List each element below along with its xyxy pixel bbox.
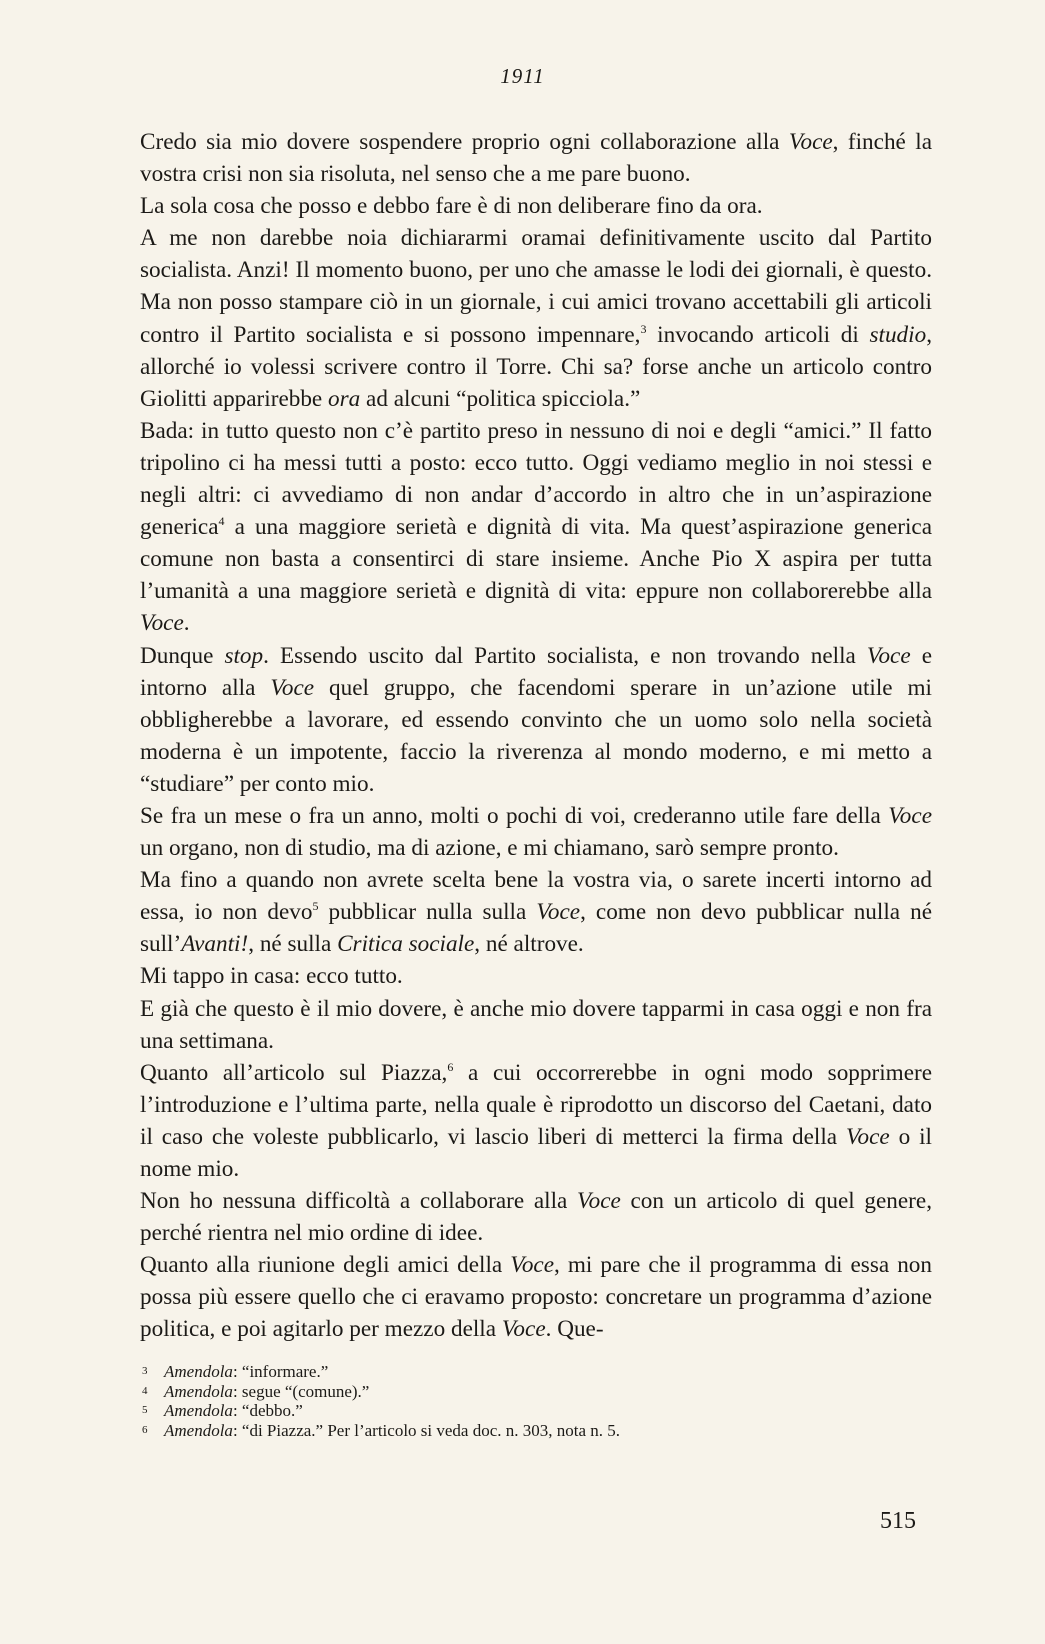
text-run: , allorché io volessi scrivere contro il Torre. Chi sa? forse anche un articolo contro Giolitti apparirebbe: [140, 321, 932, 412]
paragraph: [140, 415, 932, 640]
footnote-number: 5: [142, 1404, 148, 1416]
text-run: Bada: in tutto questo non c’è partito preso in nessuno di noi e degli “amici.” Il fatto tripolino ci ha messi tutti a posto: ecco tutto. Oggi vediamo meglio in noi stessi e negli altri: ci avvediamo di non andar d’accordo in altro che in un’aspirazione generica: [140, 417, 932, 541]
paragraph: [140, 1185, 932, 1249]
text-run: , finché la vostra crisi non sia risoluta, nel senso che a me pare buono.: [140, 129, 932, 188]
footnote-ref: 5: [312, 899, 319, 914]
italic-text: Voce: [501, 1316, 546, 1343]
text-run: Dunque: [140, 642, 225, 669]
paragraph: [140, 190, 932, 222]
italic-text: Voce: [270, 674, 315, 701]
text-run: E già che questo è il mio dovere, è anche mio dovere tapparmi in casa oggi e non fra una settimana.: [140, 995, 932, 1054]
text-run: quel gruppo, che facendomi sperare in un’azione utile mi obbligherebbe a lavorare, ed essendo convinto che un uomo solo nella società moderna è un impotente, faccio la riverenza al mondo moderno, e mi metto a “studiare” per conto mio.: [140, 674, 932, 797]
footnote-text: : “debbo.”: [232, 1401, 303, 1420]
text-run: a cui occorrerebbe in ogni modo sopprimere l’introduzione e l’ultima parte, nella quale è riprodotto un discorso del Caetani, dato il caso che voleste pubblicarlo, vi lascio liberi di metterci la firma della: [140, 1059, 932, 1150]
text-run: , né sulla: [248, 931, 338, 958]
italic-text: studio: [869, 321, 927, 348]
text-run: Quanto all’articolo sul Piazza,: [140, 1059, 448, 1086]
italic-text: Voce: [866, 642, 911, 669]
text-run: Se fra un mese o fra un anno, molti o pochi di voi, crederanno utile fare della: [140, 802, 889, 829]
footnote: [140, 1401, 940, 1421]
footnote: [140, 1362, 940, 1382]
running-head: 1911: [500, 64, 545, 88]
italic-text: Critica sociale: [337, 931, 475, 958]
footnote-text: : “informare.”: [232, 1362, 329, 1381]
text-run: . Que-: [545, 1316, 604, 1343]
text-run: . Essendo uscito dal Partito socialista, e non trovando nella: [263, 642, 867, 669]
text-run: o il nome mio.: [140, 1123, 932, 1182]
footnote-source: Amendola: [164, 1420, 233, 1440]
footnote-source: Amendola: [164, 1401, 233, 1420]
italic-text: Voce: [845, 1123, 890, 1150]
paragraph: [140, 222, 932, 415]
text-run: Ma fino a quando non avrete scelta bene la vostra via, o sarete incerti intorno ad essa, io non devo: [140, 867, 932, 926]
text-run: .: [183, 610, 190, 637]
italic-text: Voce: [510, 1252, 555, 1279]
footnote-text: : segue “(comune).”: [232, 1381, 370, 1401]
text-run: a una maggiore serietà e dignità di vita. Ma quest’aspirazione generica comune non basta a consentirci di stare insieme. Anche Pio X aspira per tutta l’umanità a una maggiore serietà e dignità di vita: eppure non collaborerebbe alla: [140, 514, 932, 605]
footnote-ref: 3: [640, 321, 647, 336]
footnote: [140, 1421, 940, 1441]
text-run: Credo sia mio dovere sospendere proprio ogni collaborazione alla: [140, 129, 789, 155]
italic-text: ora: [328, 385, 361, 412]
text-run: invocando articoli di: [646, 321, 870, 348]
footnote-number: 6: [142, 1423, 148, 1436]
footnote-number: 3: [142, 1365, 148, 1377]
italic-text: stop: [224, 642, 264, 669]
text-run: A me non darebbe noia dichiararmi oramai definitivamente uscito dal Partito socialista. Anzi! Il momento buono, per uno che amasse le lodi dei giornali, è questo. Ma non posso stampare ciò in un giornale, i cui amici trovano accettabili gli articoli contro il Partito socialista e si possono impennare,: [140, 225, 932, 348]
text-run: , come non devo pubblicar nulla né sull’: [140, 899, 932, 958]
footnote-source: Amendola: [164, 1362, 233, 1381]
footnote-number: 4: [142, 1384, 148, 1397]
italic-text: Avanti!: [181, 931, 249, 958]
text-run: pubblicar nulla sulla: [318, 899, 537, 926]
italic-text: Voce: [140, 610, 184, 637]
paragraph: [140, 1057, 932, 1185]
footnote: [140, 1382, 940, 1402]
footnotes: [140, 1362, 940, 1440]
text-run: , né altrove.: [474, 931, 584, 958]
italic-text: Voce: [536, 899, 581, 926]
text-run: un organo, non di studio, ma di azione, e mi chiamano, sarò sempre pronto.: [140, 835, 839, 862]
paragraph: [140, 864, 932, 960]
paragraph: [140, 960, 932, 992]
main-text: [140, 126, 932, 1346]
footnote-source: Amendola: [164, 1381, 233, 1401]
paragraph: [140, 800, 932, 864]
footnote-text: : “di Piazza.” Per l’articolo si veda doc. n. 303, nota n. 5.: [232, 1420, 621, 1440]
text-run: con un articolo di quel genere, perché rientra nel mio ordine di idee.: [140, 1188, 932, 1247]
paragraph: [140, 126, 932, 190]
text-run: Quanto alla riunione degli amici della: [140, 1252, 511, 1279]
text-run: e intorno alla: [140, 642, 932, 701]
footnote-ref: 4: [218, 514, 225, 529]
paragraph: [140, 993, 932, 1057]
page-number: 515: [880, 1508, 916, 1534]
footnote-ref: 6: [447, 1059, 454, 1074]
text-run: Mi tappo in casa: ecco tutto.: [140, 963, 403, 990]
italic-text: Voce: [888, 802, 932, 829]
text-run: La sola cosa che posso e debbo fare è di non deliberare fino da ora.: [140, 193, 763, 220]
text-run: ad alcuni “politica spicciola.”: [360, 385, 641, 412]
paragraph: [140, 1249, 932, 1345]
text-run: Non ho nessuna difficoltà a collaborare alla: [140, 1188, 578, 1215]
paragraph: [140, 640, 932, 800]
italic-text: Voce: [577, 1188, 621, 1215]
text-run: , mi pare che il programma di essa non possa più essere quello che ci eravamo proposto: concretare un programma d’azione politica, e poi agitarlo per mezzo della: [140, 1252, 932, 1343]
italic-text: Voce: [788, 129, 833, 155]
